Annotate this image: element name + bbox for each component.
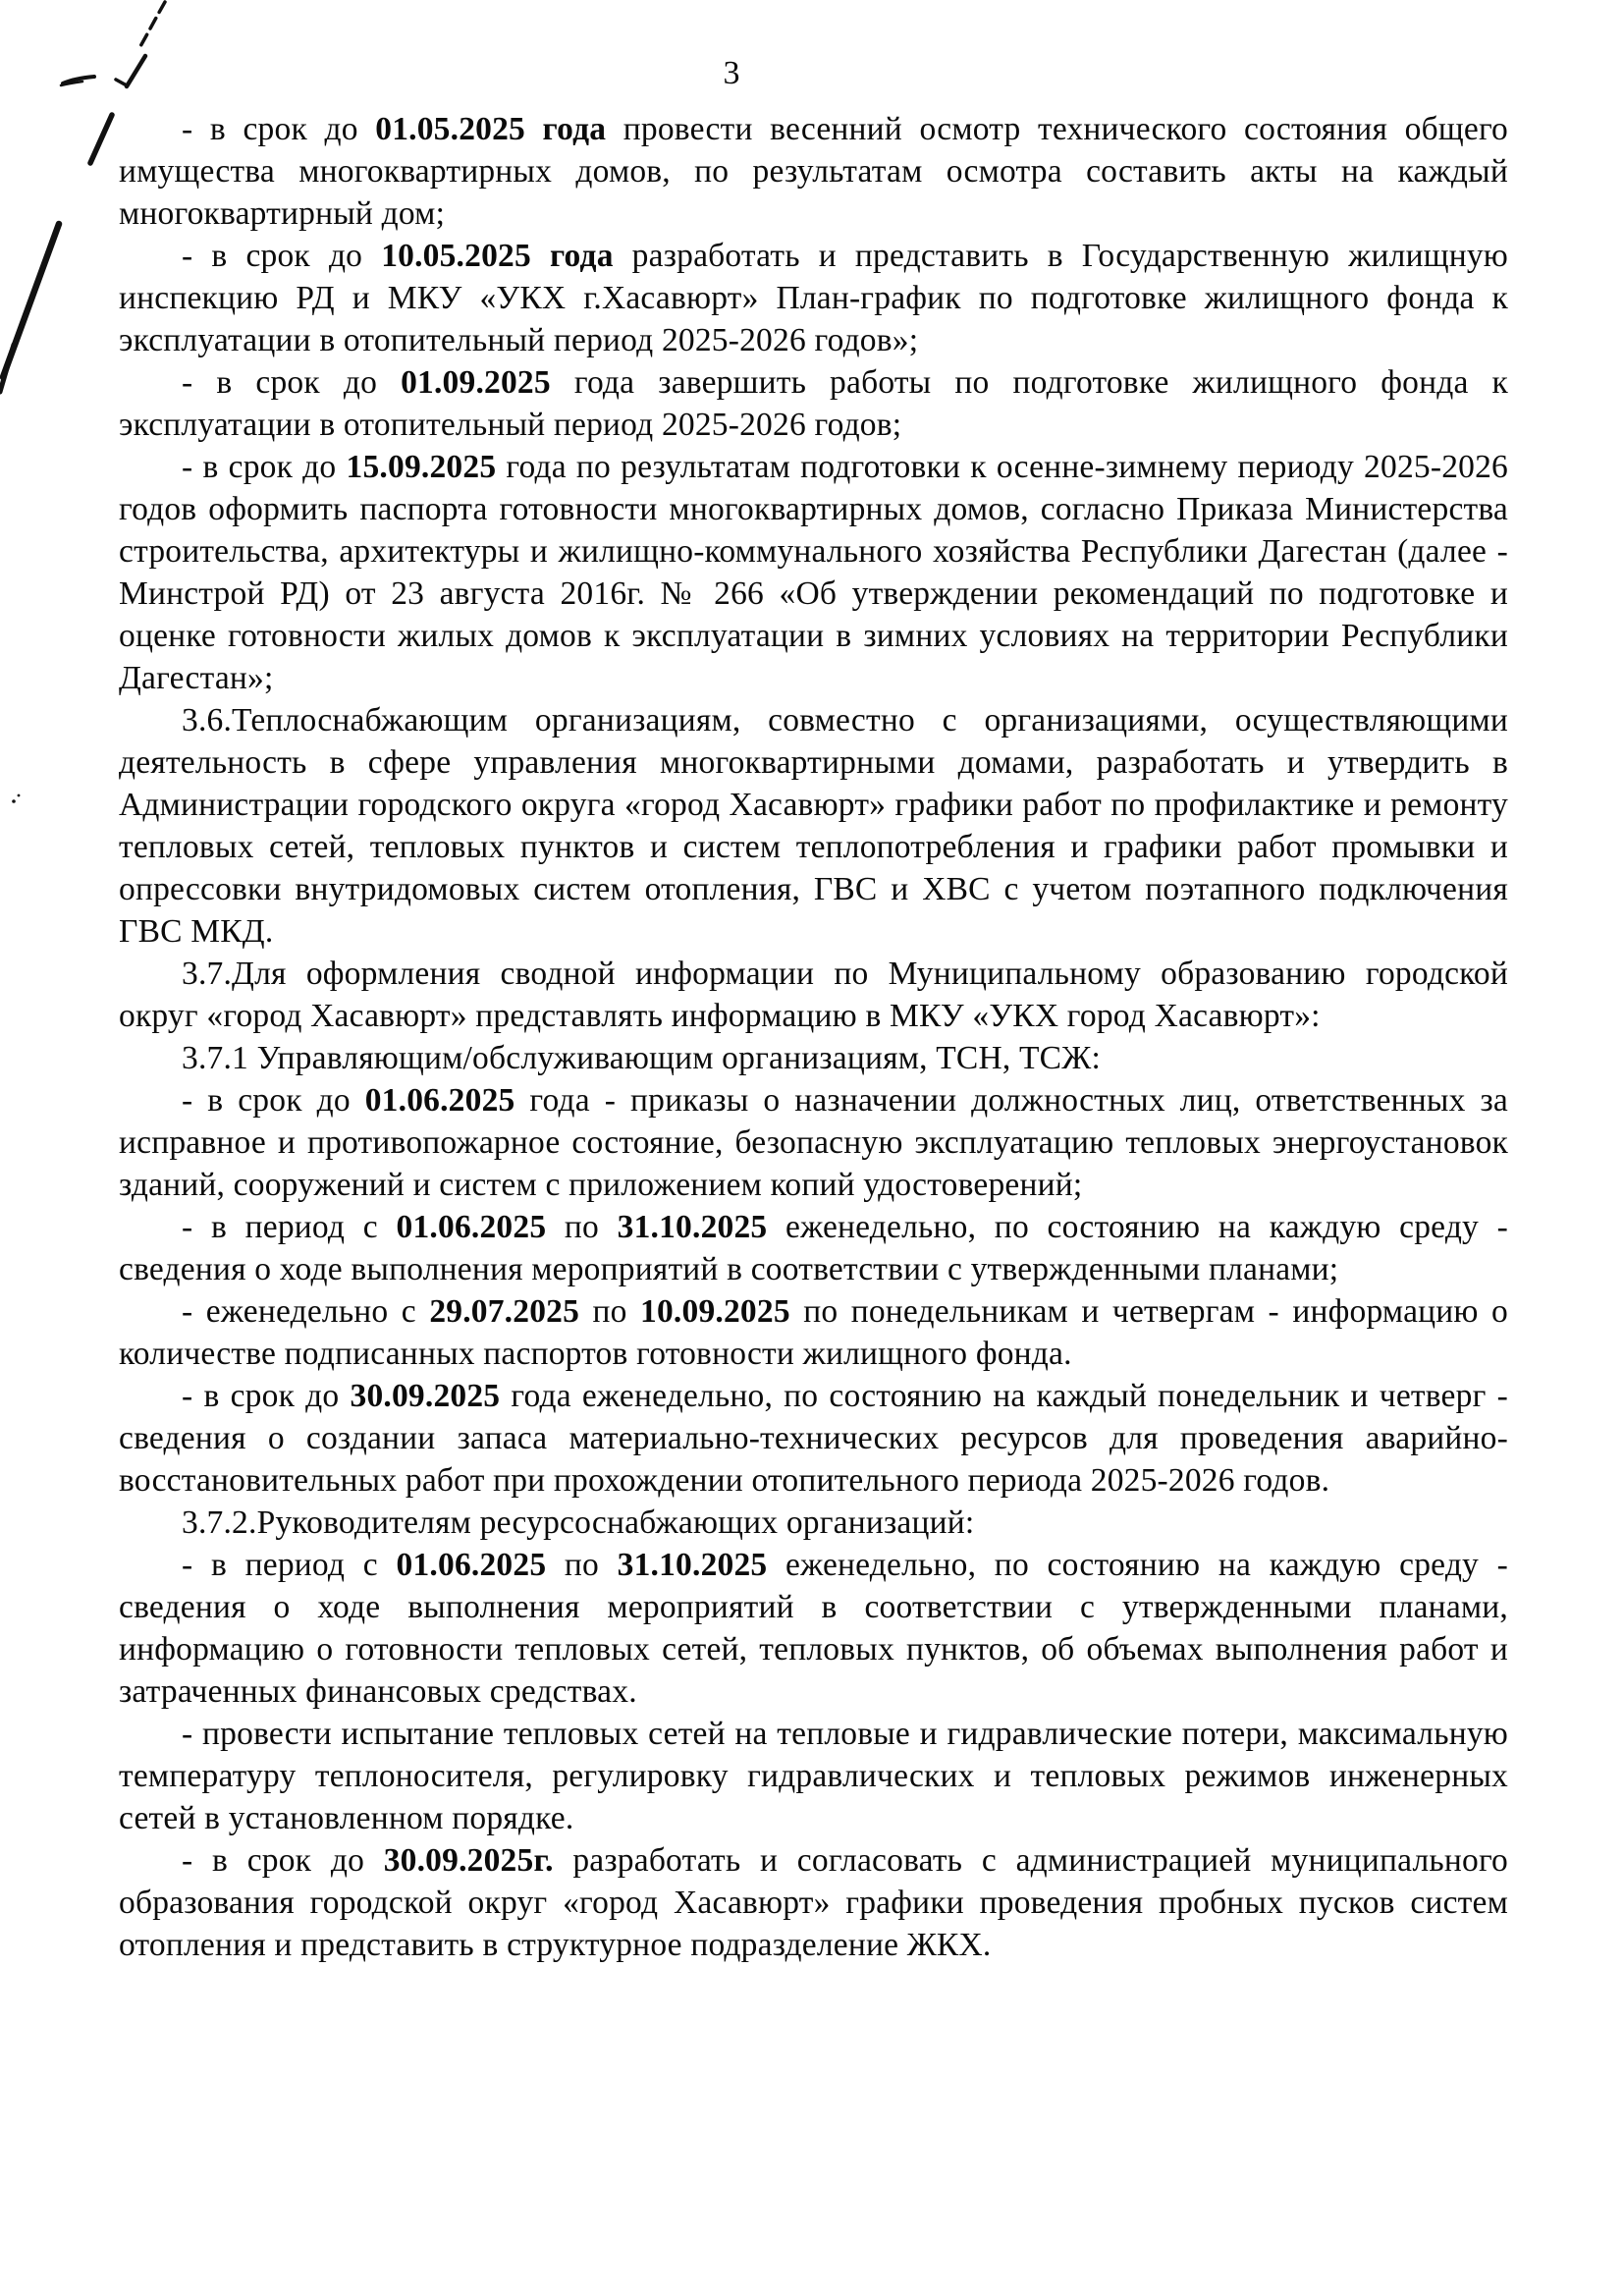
paragraph: 3.7.1 Управляющим/обслуживающим организациям, ТСН, ТСЖ: [182, 1040, 1101, 1076]
paragraph: - в период с 01.06.2025 по 31.10.2025 еженедельно, по состоянию на каждую среду - сведения о ходе выполнения мероприятий в соответствии с утвержденными планами; [119, 1209, 1509, 1287]
paragraph: 3.7.Для оформления сводной информации по Муниципальному образованию городской округ «город Хасавюрт» представлять информацию в МКУ «УКХ город Хасавюрт»: [119, 956, 1508, 1034]
paragraph: - в срок до 10.05.2025 года разработать и представить в Государственную жилищную инспекцию РД и МКУ «УКХ г.Хасавюрт» План-график по подготовке жилищного фонда к эксплуатации в отопительный период 2025-2026 годов»; [119, 238, 1509, 358]
paragraph: - провести испытание тепловых сетей на тепловые и гидравлические потери, максимальную температуру теплоносителя, регулировку гидравлических и тепловых режимов инженерных сетей в установленном порядке. [119, 1716, 1508, 1836]
paragraph: - в срок до 30.09.2025 года еженедельно, по состоянию на каждый понедельник и четверг - сведения о создании запаса материально-технических ресурсов для проведения аварийно-восстановительных работ при прохождении отопительного периода 2025-2026 годов. [119, 1378, 1508, 1499]
paragraph: - в срок до 01.05.2025 года провести весенний осмотр технического состояния общего имущества многоквартирных домов, по результатам осмотра составить акты на каждый многоквартирный дом; [119, 111, 1508, 232]
document-body [119, 108, 1508, 1966]
paragraph: - в период с 01.06.2025 по 31.10.2025 еженедельно, по состоянию на каждую среду - сведения о ходе выполнения мероприятий в соответствии с утвержденными планами, информацию о готовности тепловых сетей, тепловых пунктов, об объемах выполнения работ и затраченных финансовых средствах. [119, 1547, 1509, 1710]
paragraph: - в срок до 15.09.2025 года по результатам подготовки к осенне-зимнему периоду 2025-2026 годов оформить паспорта готовности многоквартирных домов, согласно Приказа Министерства строительства, архитектуры и жилищно-коммунального хозяйства Республики Дагестан (далее - Минстрой РД) от 23 августа 2016г. № 266 «Об утверждении рекомендаций по подготовке и оценке готовности жилых домов к эксплуатации в зимних условиях на территории Республики Дагестан»; [119, 449, 1508, 696]
page-number: 3 [723, 55, 740, 91]
paragraph: - в срок до 01.06.2025 года - приказы о назначении должностных лиц, ответственных за исправное и противопожарное состояние, безопасную эксплуатацию тепловых энергоустановок зданий, сооружений и систем с приложением копий удостоверений; [119, 1082, 1509, 1203]
paragraph: - еженедельно с 29.07.2025 по 10.09.2025 по понедельникам и четвергам - информацию о количестве подписанных паспортов готовности жилищного фонда. [119, 1293, 1509, 1372]
paragraph: 3.7.2.Руководителям ресурсоснабжающих организаций: [182, 1504, 975, 1541]
paragraph: - в срок до 01.09.2025 года завершить работы по подготовке жилищного фонда к эксплуатации в отопительный период 2025-2026 годов; [119, 364, 1509, 443]
paragraph: 3.6.Теплоснабжающим организациям, совместно с организациями, осуществляющими деятельность в сфере управления многоквартирными домами, разработать и утвердить в Администрации городского округа «город Хасавюрт» графики работ по профилактике и ремонту тепловых сетей, тепловых пунктов и систем теплопотребления и графики работ промывки и опрессовки внутридомовых систем отопления, ГВС и ХВС с учетом поэтапного подключения ГВС МКД. [119, 702, 1508, 950]
paragraph: - в срок до 30.09.2025г. разработать и согласовать с администрацией муниципального образования городской округ «город Хасавюрт» графики проведения пробных пусков систем отопления и представить в структурное подразделение ЖКХ. [119, 1842, 1509, 1963]
